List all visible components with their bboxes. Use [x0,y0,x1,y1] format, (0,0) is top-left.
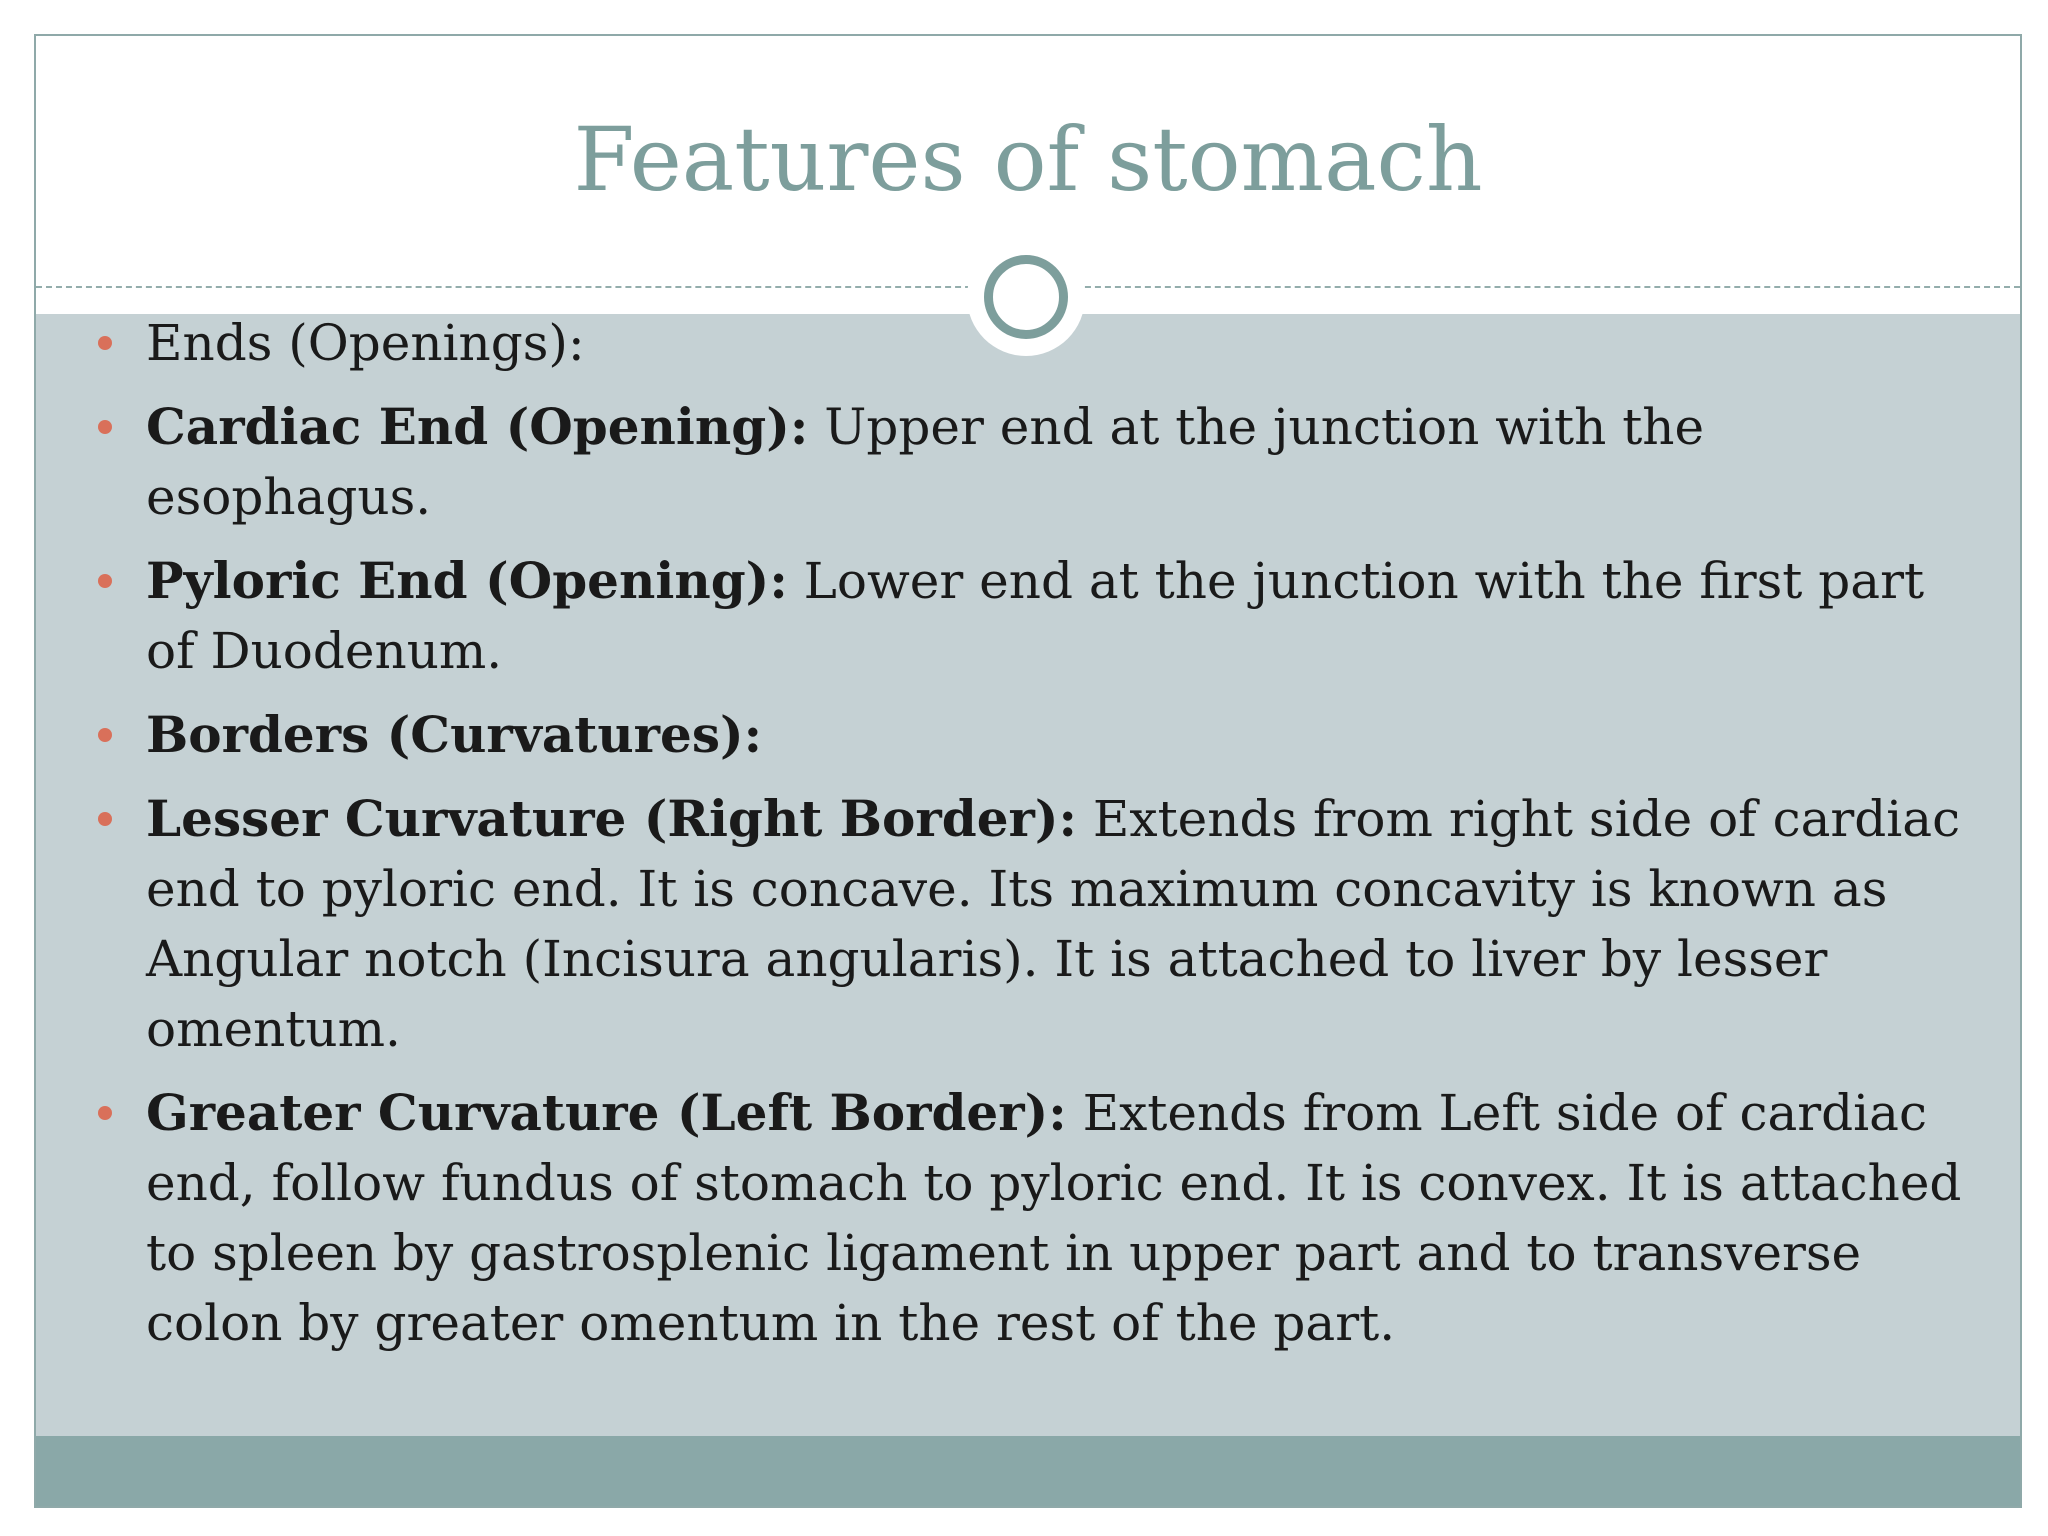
footer-band [36,1436,2020,1506]
bullet-text: Lower end at the junction with the first part of Duodenum. [146,552,1925,680]
bullet-term: Cardiac End (Opening): [146,397,809,456]
bullet-list [146,308,1976,1372]
dot-icon [98,812,112,826]
bullet-text: Extends from Left side of cardiac end, follow fundus of stomach to pyloric end. It is convex. It is attached to spleen by gastrosplenic ligament in upper part and to transverse colon by greater omentum in the rest of the part. [146,1084,1962,1352]
slide [34,34,2022,1508]
list-item [146,784,1976,1064]
bullet-text: Ends (Openings): [146,314,585,372]
bullet-term: Greater Curvature (Left Border): [146,1083,1067,1142]
bullet-term: Borders (Curvatures): [146,705,763,764]
bullet-term: Pyloric End (Opening): [146,551,788,610]
list-item [146,308,1976,378]
dot-icon [98,336,112,350]
bullet-text: Upper end at the junction with the esophagus. [146,398,1705,526]
bullet-term: Lesser Curvature (Right Border): [146,789,1077,848]
bullet-text: Extends from right side of cardiac end to pyloric end. It is concave. Its maximum concavity is known as Angular notch (Incisura angularis). It is attached to liver by lesser omentum. [146,790,1961,1058]
list-item [146,546,1976,686]
dot-icon [98,574,112,588]
list-item [146,700,1976,770]
dot-icon [98,1106,112,1120]
dot-icon [98,420,112,434]
list-item [146,1078,1976,1358]
slide-title: Features of stomach [573,108,1483,211]
list-item [146,392,1976,532]
dot-icon [98,728,112,742]
